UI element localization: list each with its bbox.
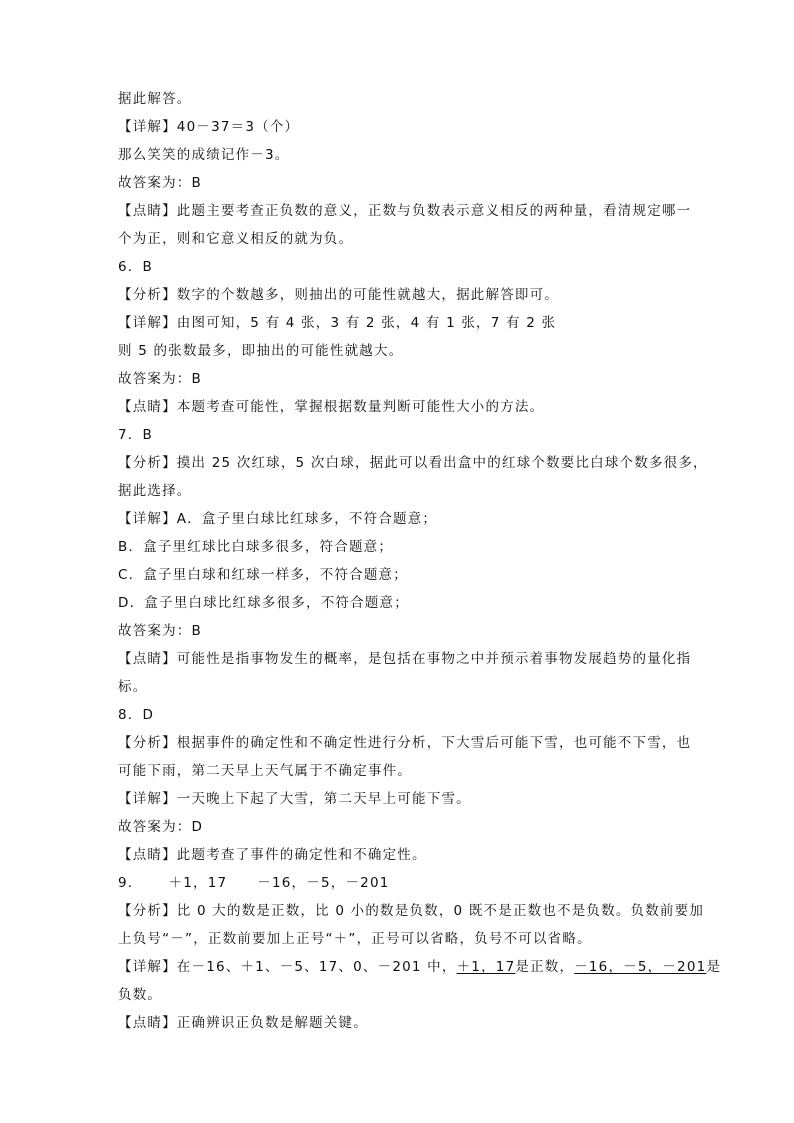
underlined-positives: ＋1，17 bbox=[456, 959, 516, 975]
text-line: 【点睛】本题考查可能性，掌握根据数量判断可能性大小的方法。 bbox=[118, 399, 545, 415]
text-line: 故答案为：B bbox=[118, 175, 202, 191]
text-line: B．盒子里红球比白球多很多，符合题意； bbox=[118, 539, 394, 555]
question-number: 7．B bbox=[118, 427, 153, 443]
text-line: 则 5 的张数最多，即抽出的可能性就越大。 bbox=[118, 343, 404, 359]
text-line: 【详解】40－37＝3（个） bbox=[118, 119, 300, 135]
text-line: 【点睛】此题考查了事件的确定性和不确定性。 bbox=[118, 847, 427, 863]
text-line: 标。 bbox=[118, 679, 148, 695]
text-line: D．盒子里白球比红球多很多，不符合题意； bbox=[118, 595, 409, 611]
text-line: 个为正，则和它意义相反的就为负。 bbox=[118, 231, 354, 247]
text-line: 【详解】A．盒子里白球比红球多，不符合题意； bbox=[118, 511, 438, 527]
text-line: 负数。 bbox=[118, 987, 163, 1003]
text-line: 那么笑笑的成绩记作－3。 bbox=[118, 147, 290, 163]
text-line: 【点睛】此题主要考查正负数的意义，正数与负数表示意义相反的两种量，看清规定哪一 bbox=[118, 203, 692, 219]
text-line: 据此解答。 bbox=[118, 91, 192, 107]
question-number: 8．D bbox=[118, 707, 155, 723]
text-line: 【分析】根据事件的确定性和不确定性进行分析，下大雪后可能下雪，也可能不下雪，也 bbox=[118, 735, 692, 751]
text-line: 【分析】摸出 25 次红球，5 次白球，据此可以看出盒中的红球个数要比白球个数多很多， bbox=[118, 455, 708, 471]
question-number: 6．B bbox=[118, 259, 153, 275]
text-line: 【详解】由图可知，5 有 4 张，3 有 2 张，4 有 1 张，7 有 2 张 bbox=[118, 315, 557, 331]
text-line: 可能下雨，第二天早上天气属于不确定事件。 bbox=[118, 763, 412, 779]
question-9-answer bbox=[118, 874, 390, 892]
positive-answer: ＋1，17 bbox=[168, 875, 228, 891]
detail-line: 【详解】在－16、＋1、－5、17、0、－201 中，＋1，17是正数，－16，－5，－201是 bbox=[118, 959, 722, 975]
text-line: 故答案为：D bbox=[118, 819, 204, 835]
text-line: 据此选择。 bbox=[118, 483, 192, 499]
question-number: 9． bbox=[118, 875, 143, 891]
text-line: 上负号“－”，正数前要加上正号“＋”，正号可以省略，负号不可以省略。 bbox=[118, 931, 592, 947]
text-line: 【分析】数字的个数越多，则抽出的可能性就越大，据此解答即可。 bbox=[118, 287, 559, 303]
text-line: 【分析】比 0 大的数是正数，比 0 小的数是负数，0 既不是正数也不是负数。负数前要加 bbox=[118, 903, 705, 919]
text-line: 故答案为：B bbox=[118, 371, 202, 387]
text-line: 故答案为：B bbox=[118, 623, 202, 639]
underlined-negatives: －16，－5，－201 bbox=[574, 959, 707, 975]
text-line: 【点睛】正确辨识正负数是解题关键。 bbox=[118, 1015, 368, 1031]
text-line: 【详解】一天晚上下起了大雪，第二天早上可能下雪。 bbox=[118, 791, 471, 807]
text-line: 【点睛】可能性是指事物发生的概率，是包括在事物之中并预示着事物发展趋势的量化指 bbox=[118, 651, 692, 667]
text-line: C．盒子里白球和红球一样多，不符合题意； bbox=[118, 567, 408, 583]
negative-answer: －16，－5，－201 bbox=[257, 875, 390, 891]
